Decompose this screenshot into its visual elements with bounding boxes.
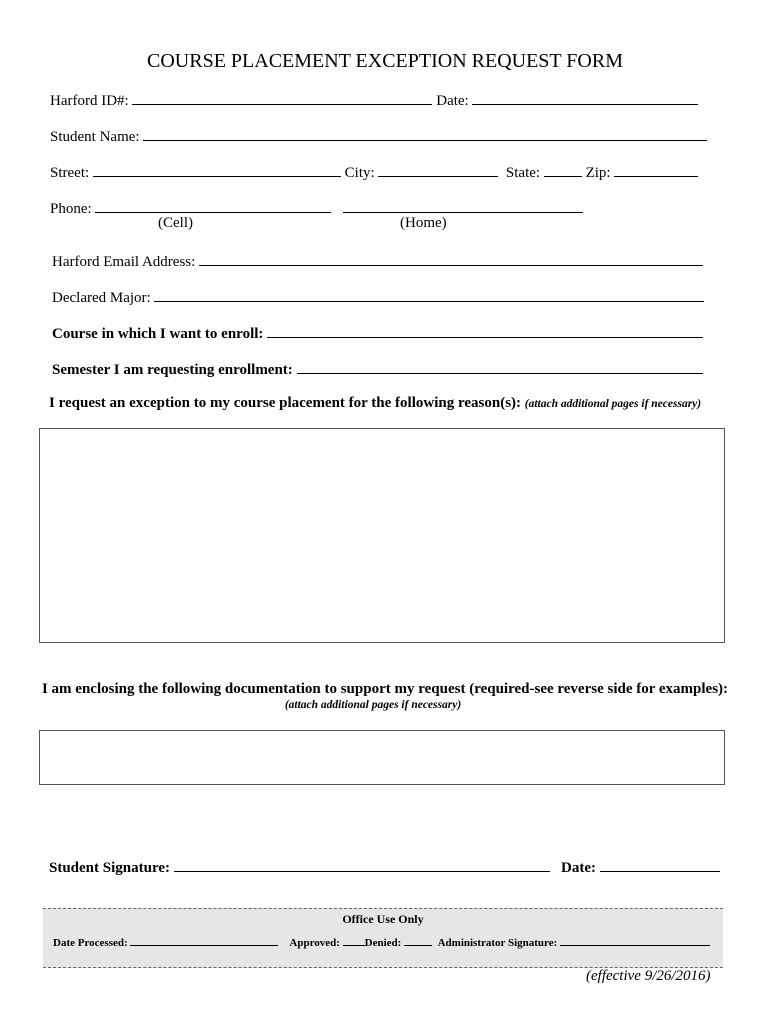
major-field[interactable] <box>154 287 704 302</box>
signature-date-label: Date: <box>561 860 596 876</box>
reason-label: I request an exception to my course placement for the following reason(s): <box>49 395 522 411</box>
admin-signature-label: Administrator Signature: <box>437 937 558 949</box>
cell-caption: (Cell) <box>158 215 193 231</box>
phone-label: Phone: <box>50 201 92 217</box>
date-label: Date: <box>436 93 469 109</box>
semester-row <box>52 359 703 379</box>
course-label: Course in which I want to enroll: <box>52 326 264 342</box>
course-field[interactable] <box>267 323 703 338</box>
state-label: State: <box>505 165 541 181</box>
semester-label: Semester I am requesting enrollment: <box>52 362 293 378</box>
address-row <box>50 162 698 182</box>
phone-home-field[interactable] <box>343 198 583 213</box>
semester-field[interactable] <box>297 359 703 374</box>
home-caption: (Home) <box>400 215 447 231</box>
student-name-label: Student Name: <box>50 129 140 145</box>
approved-label: Approved: <box>289 937 340 949</box>
student-name-field[interactable] <box>143 126 707 141</box>
denied-label: Denied: <box>364 937 402 949</box>
signature-field[interactable] <box>174 857 550 872</box>
effective-date: (effective 9/26/2016) <box>586 968 711 984</box>
zip-label: Zip: <box>585 165 611 181</box>
state-field[interactable] <box>544 162 582 177</box>
email-row <box>52 251 703 271</box>
date-processed-label: Date Processed: <box>53 937 128 949</box>
student-name-row <box>50 126 707 146</box>
email-label: Harford Email Address: <box>52 254 196 270</box>
harford-id-label: Harford ID#: <box>50 93 129 109</box>
street-field[interactable] <box>93 162 341 177</box>
admin-signature-field[interactable] <box>560 934 710 946</box>
harford-id-field[interactable] <box>132 90 432 105</box>
email-field[interactable] <box>199 251 703 266</box>
harford-id-row <box>50 90 698 110</box>
city-label: City: <box>344 165 375 181</box>
reason-note: (attach additional pages if necessary) <box>524 398 702 410</box>
signature-label: Student Signature: <box>49 860 170 876</box>
city-field[interactable] <box>378 162 498 177</box>
signature-row <box>49 857 720 877</box>
reason-heading <box>49 395 701 412</box>
date-processed-field[interactable] <box>130 934 278 946</box>
office-use-panel <box>43 908 723 968</box>
documentation-label: I am enclosing the following documentation to support my request (required-see reverse side for examples): <box>41 681 729 697</box>
signature-date-field[interactable] <box>600 857 720 872</box>
major-row <box>52 287 704 307</box>
street-label: Street: <box>50 165 90 181</box>
course-row <box>52 323 703 343</box>
phone-cell-field[interactable] <box>95 198 331 213</box>
page-title: COURSE PLACEMENT EXCEPTION REQUEST FORM <box>147 50 623 72</box>
date-field[interactable] <box>472 90 698 105</box>
office-use-row <box>53 934 710 949</box>
office-use-heading: Office Use Only <box>342 912 424 926</box>
zip-field[interactable] <box>614 162 698 177</box>
documentation-textarea[interactable] <box>39 730 725 785</box>
approved-field[interactable] <box>343 934 365 946</box>
phone-row <box>50 198 583 218</box>
documentation-note: (attach additional pages if necessary) <box>284 699 462 711</box>
reason-textarea[interactable] <box>39 428 725 643</box>
major-label: Declared Major: <box>52 290 151 306</box>
denied-field[interactable] <box>404 934 432 946</box>
